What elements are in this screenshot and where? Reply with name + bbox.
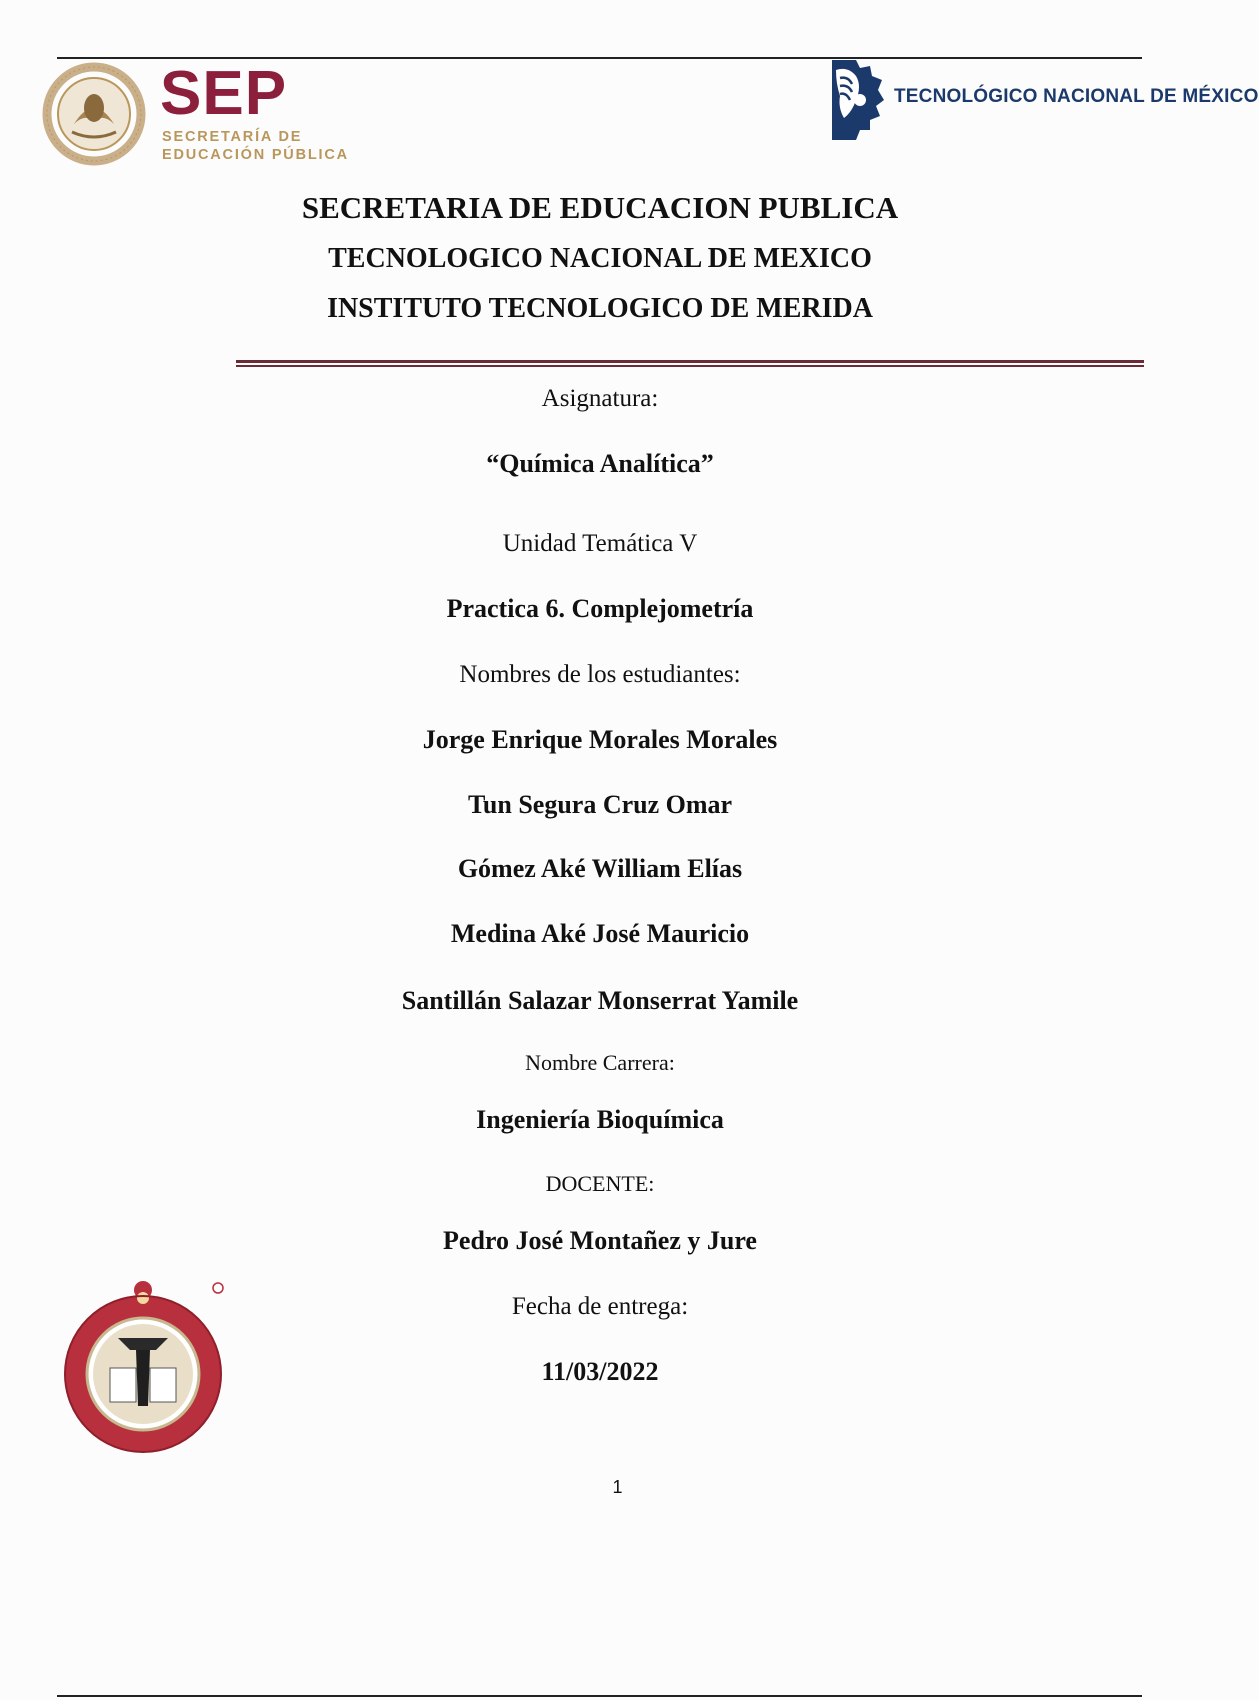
student-name: Santillán Salazar Monserrat Yamile (401, 986, 799, 1015)
title-divider (236, 360, 1144, 368)
subject-label: Asignatura: (541, 385, 659, 412)
tecnm-gear-icon (826, 56, 886, 144)
subject-name: “Química Analítica” (486, 449, 714, 478)
institution-line-1: SECRETARIA DE EDUCACION PUBLICA (301, 190, 899, 225)
page-number: 1 (612, 1477, 623, 1497)
unit-label: Unidad Temática V (502, 530, 698, 557)
student-name: Medina Aké José Mauricio (450, 919, 750, 948)
student-name: Gómez Aké William Elías (457, 854, 743, 883)
sep-wordmark: SEP (160, 59, 288, 128)
delivery-date: 11/03/2022 (541, 1357, 659, 1386)
mexico-coat-of-arms-icon (44, 62, 144, 166)
students-label: Nombres de los estudiantes: (459, 661, 741, 688)
sep-logo (44, 59, 364, 172)
sep-subtitle-line1: SECRETARÍA DE (162, 129, 303, 145)
sep-subtitle-line2: EDUCACIÓN PÚBLICA (162, 147, 349, 163)
date-label: Fecha de entrega: (511, 1293, 689, 1320)
teacher-name: Pedro José Montañez y Jure (443, 1226, 757, 1255)
career-name: Ingeniería Bioquímica (476, 1105, 724, 1134)
tecnm-logo (826, 56, 1259, 146)
student-name: Tun Segura Cruz Omar (467, 790, 733, 819)
institution-line-3: INSTITUTO TECNOLOGICO DE MERIDA (327, 293, 873, 324)
teacher-label: DOCENTE: (545, 1171, 655, 1196)
practice-title: Practica 6. Complejometría (446, 594, 754, 623)
institution-line-2: TECNOLOGICO NACIONAL DE MEXICO (328, 243, 872, 274)
sep-subtitle (162, 128, 349, 164)
tecnm-wordmark: TECNOLÓGICO NACIONAL DE MÉXICO (894, 86, 1259, 107)
itm-seal-icon (58, 1278, 228, 1456)
career-label: Nombre Carrera: (525, 1050, 675, 1075)
bottom-rule (57, 1695, 1142, 1697)
student-name: Jorge Enrique Morales Morales (422, 725, 778, 754)
